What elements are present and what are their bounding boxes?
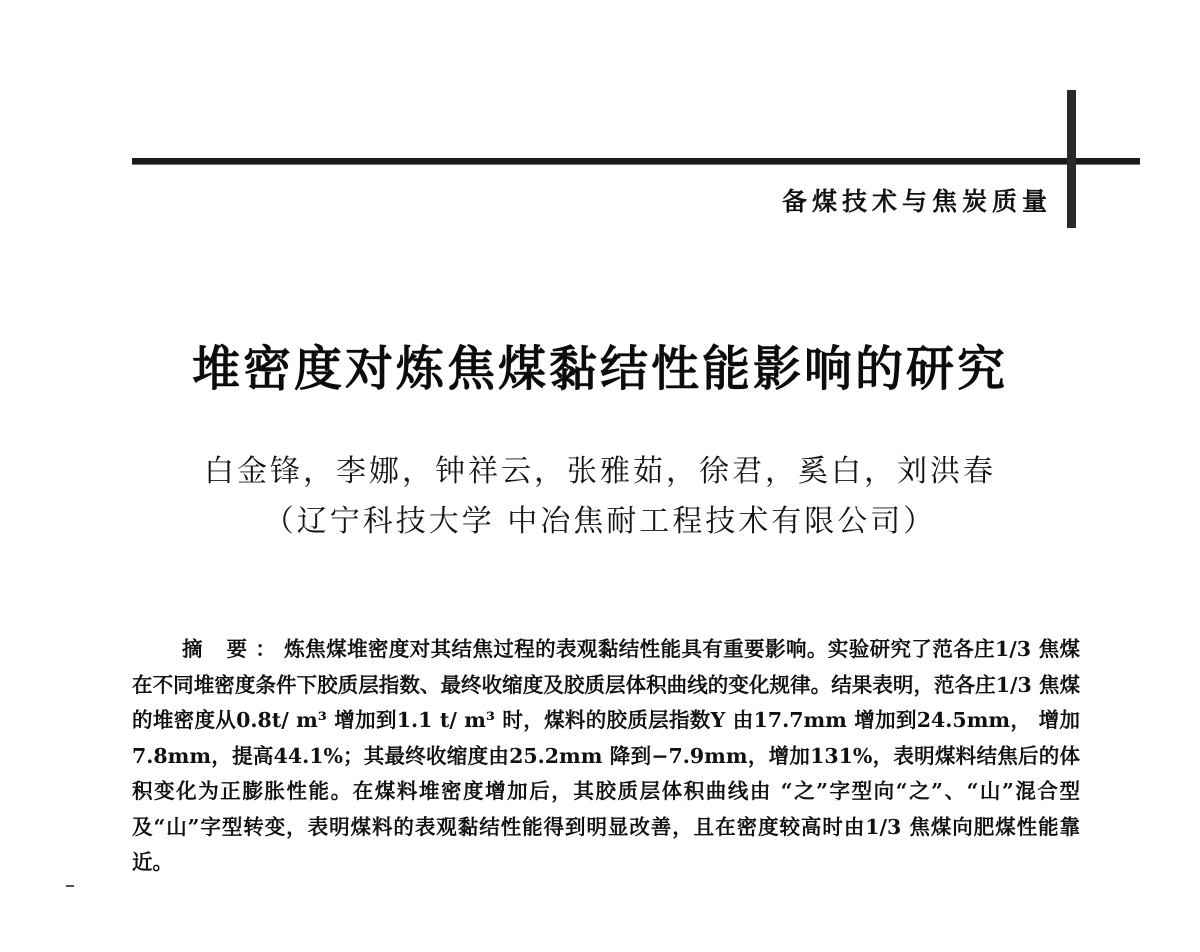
section-title: 备煤技术与焦炭质量 bbox=[781, 187, 1052, 216]
article-title: 堆密度对炼焦煤黏结性能影响的研究 bbox=[191, 341, 1008, 397]
header-rule bbox=[132, 158, 1140, 165]
affiliation: （辽宁科技大学 中冶焦耐工程技术有限公司） bbox=[263, 504, 937, 539]
scan-mark bbox=[66, 885, 74, 887]
header-vertical-bar bbox=[1067, 90, 1076, 228]
author-list: 白金锋，李娜，钟祥云，张雅茹，徐君，奚白，刘洪春 bbox=[204, 454, 996, 489]
abstract bbox=[132, 632, 1080, 881]
abstract-text: 炼焦煤堆密度对其结焦过程的表观黏结性能具有重要影响。实验研究了范各庄1/3 焦煤在不同堆密度条件下胶质层指数、最终收缩度及胶质层体积曲线的变化规律。结果表明，范各庄1/3 焦煤的堆密度从0.8t/ m³ 增加到1.1 t/ m³ 时，煤料的胶质层指数Y 由17.7mm 增加到24.5mm， 增加7.8mm，提高44.1%；其最终收缩度由25.2mm 降到−7.9mm，增加131%，表明煤料结焦后的体积变化为正膨胀性能。在煤料堆密度增加后，其胶质层体积曲线由 “之”字型向“之”、“山”混合型及“山”字型转变，表明煤料的表观黏结性能得到明显改善，且在密度较高时由1/3 焦煤向肥煤性能靠近。 bbox=[132, 637, 1080, 874]
abstract-label: 摘 要： bbox=[182, 637, 285, 661]
abstract-paragraph bbox=[132, 632, 1080, 881]
